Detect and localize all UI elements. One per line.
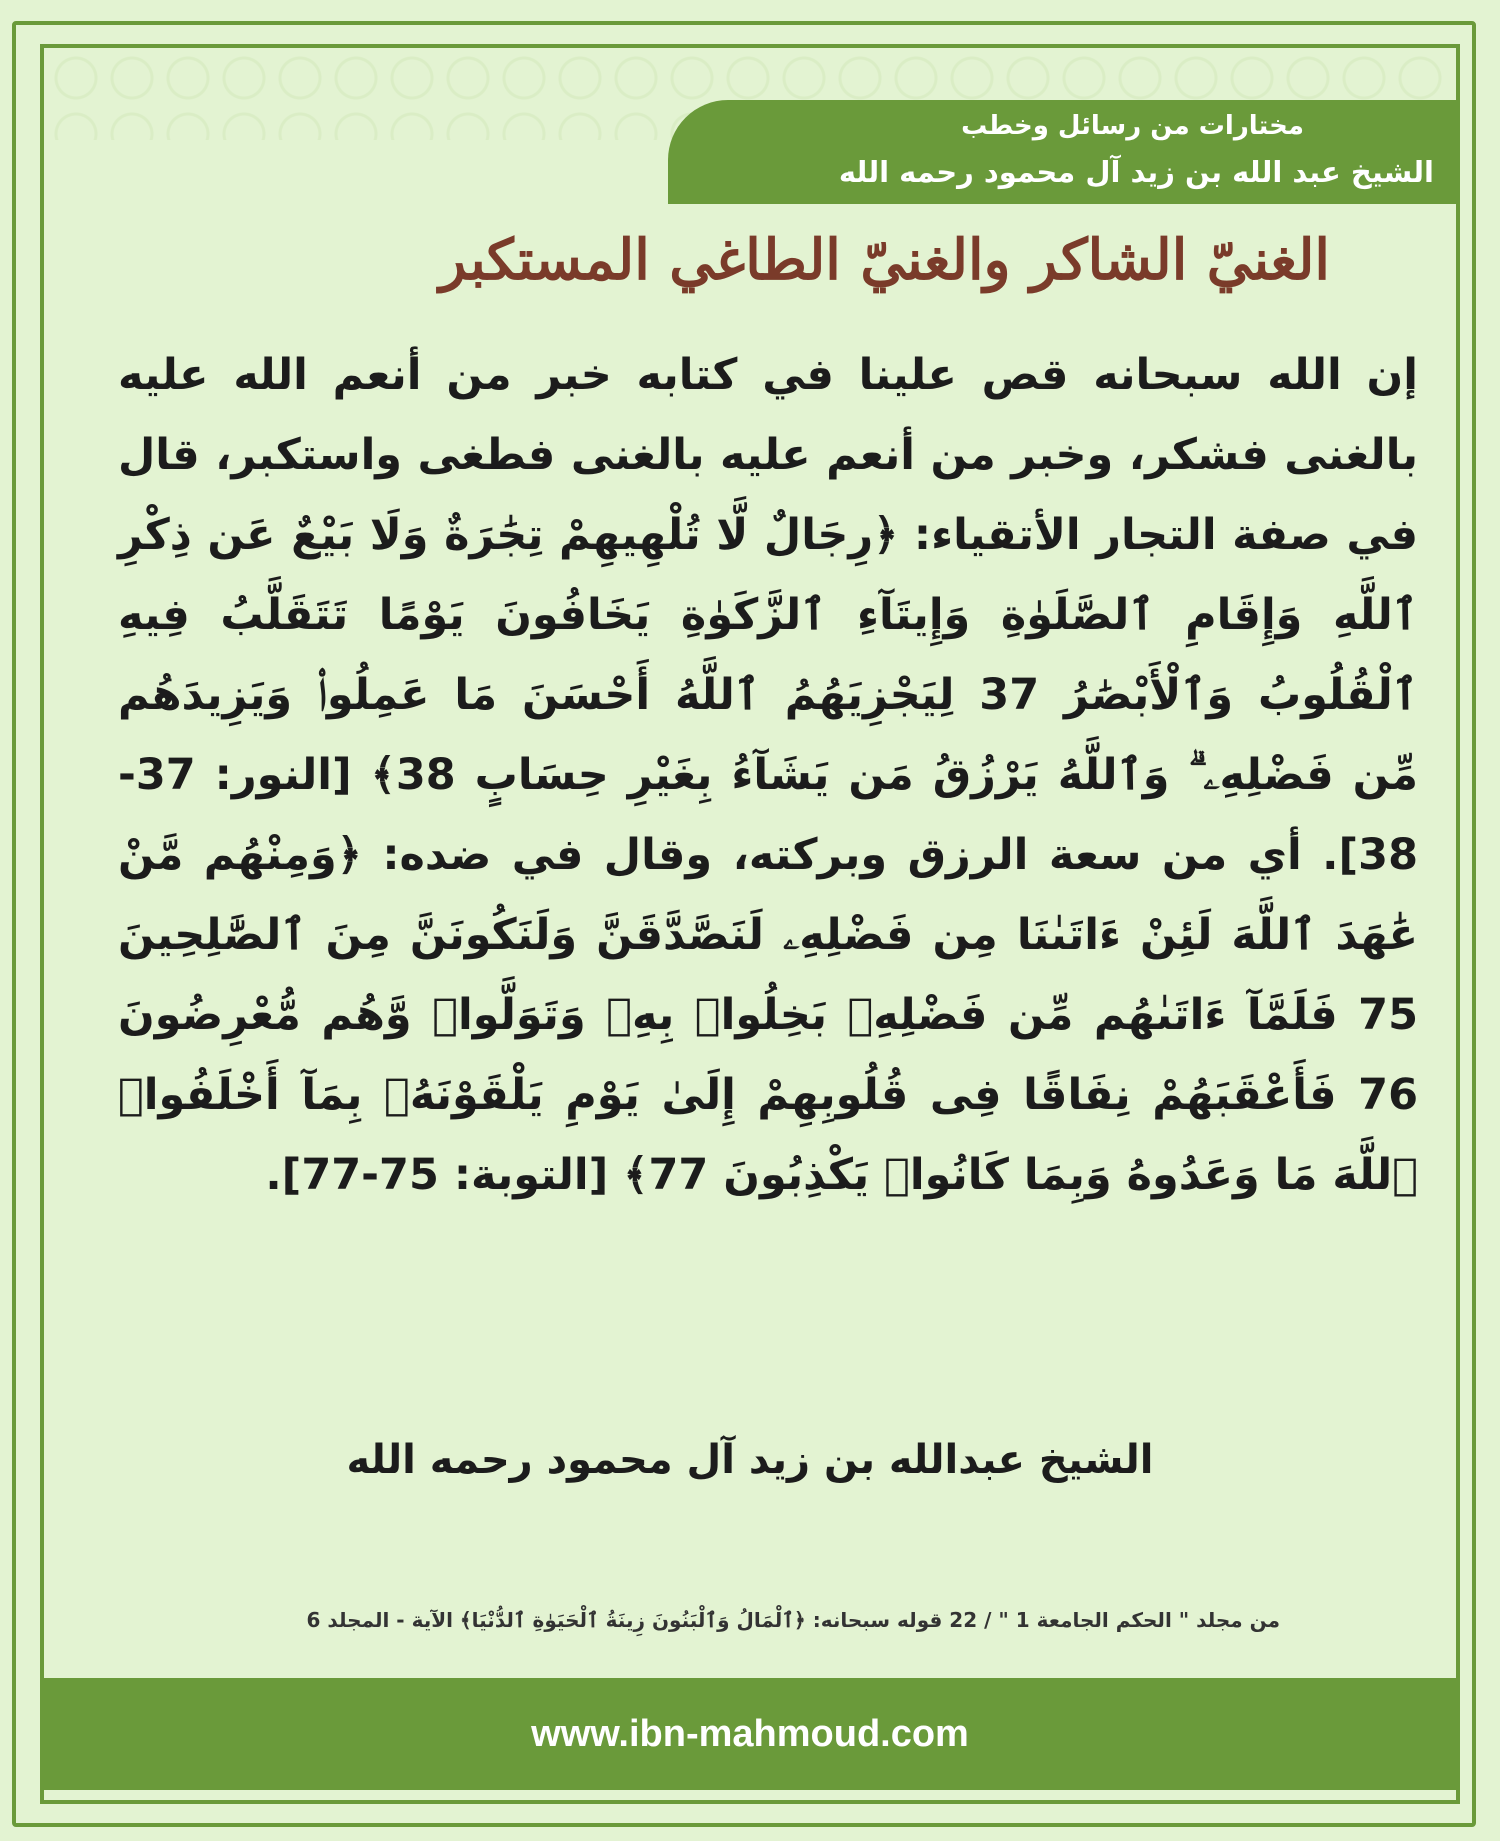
header-author: الشيخ عبد الله بن زيد آل محمود رحمه الله [838, 155, 1434, 189]
article-body [118, 335, 1418, 1215]
page-title: الغنيّ الشاكر والغنيّ الطاغي المستكبر [439, 227, 1330, 293]
source-note: من مجلد " الحكم الجامعة 1 " / 22 قوله سبحانه: ﴿ٱلْمَالُ وَٱلْبَنُونَ زِينَةُ ٱلْحَيَوٰةِ ٱلدُّنْيَا﴾ الآية - المجلد 6 [306, 1608, 1280, 1632]
footer-band [44, 1678, 1456, 1790]
article-paragraph: إن الله سبحانه قص علينا في كتابه خبر من أنعم الله عليه بالغنى فشكر، وخبر من أنعم عليه بالغنى فطغى واستكبر، قال في صفة التجار الأتقياء: ﴿رِجَالٌ لَّا تُلْهِيهِمْ تِجَٰرَةٌ وَلَا بَيْعٌ عَن ذِكْرِ ٱللَّهِ وَإِقَامِ ٱلصَّلَوٰةِ وَإِيتَآءِ ٱلزَّكَوٰةِ يَخَافُونَ يَوْمًا تَتَقَلَّبُ فِيهِ ٱلْقُلُوبُ وَٱلْأَبْصَٰرُ 37 لِيَجْزِيَهُمُ ٱللَّهُ أَحْسَنَ مَا عَمِلُوا۟ وَيَزِيدَهُم مِّن فَضْلِهِۦ ۗ وَٱللَّهُ يَرْزُقُ مَن يَشَآءُ بِغَيْرِ حِسَابٍ 38﴾ [النور: 37-38]. أي من سعة الرزق وبركته، وقال في ضده: ﴿وَمِنْهُم مَّنْ عَٰهَدَ ٱللَّهَ لَئِنْ ءَاتَىٰنَا مِن فَضْلِهِۦ لَنَصَّدَّقَنَّ وَلَنَكُونَنَّ مِنَ ٱلصَّٰلِحِينَ 75 فَلَمَّآ ءَاتَىٰهُم مِّن فَضْلِهِۦ بَخِلُوا۟ بِهِۦ وَتَوَلَّوا۟ وَّهُم مُّعْرِضُونَ 76 فَأَعْقَبَهُمْ نِفَاقًا فِى قُلُوبِهِمْ إِلَىٰ يَوْمِ يَلْقَوْنَهُۥ بِمَآ أَخْلَفُوا۟ ٱللَّهَ مَا وَعَدُوهُ وَبِمَا كَانُوا۟ يَكْذِبُونَ 77﴾ [التوبة: 75-77]. [118, 350, 1418, 1200]
header-subtitle: مختارات من رسائل وخطب [961, 111, 1304, 141]
website-link[interactable]: www.ibn-mahmoud.com [531, 1713, 969, 1755]
header-band [668, 100, 1456, 204]
signature: الشيخ عبدالله بن زيد آل محمود رحمه الله [346, 1437, 1154, 1483]
